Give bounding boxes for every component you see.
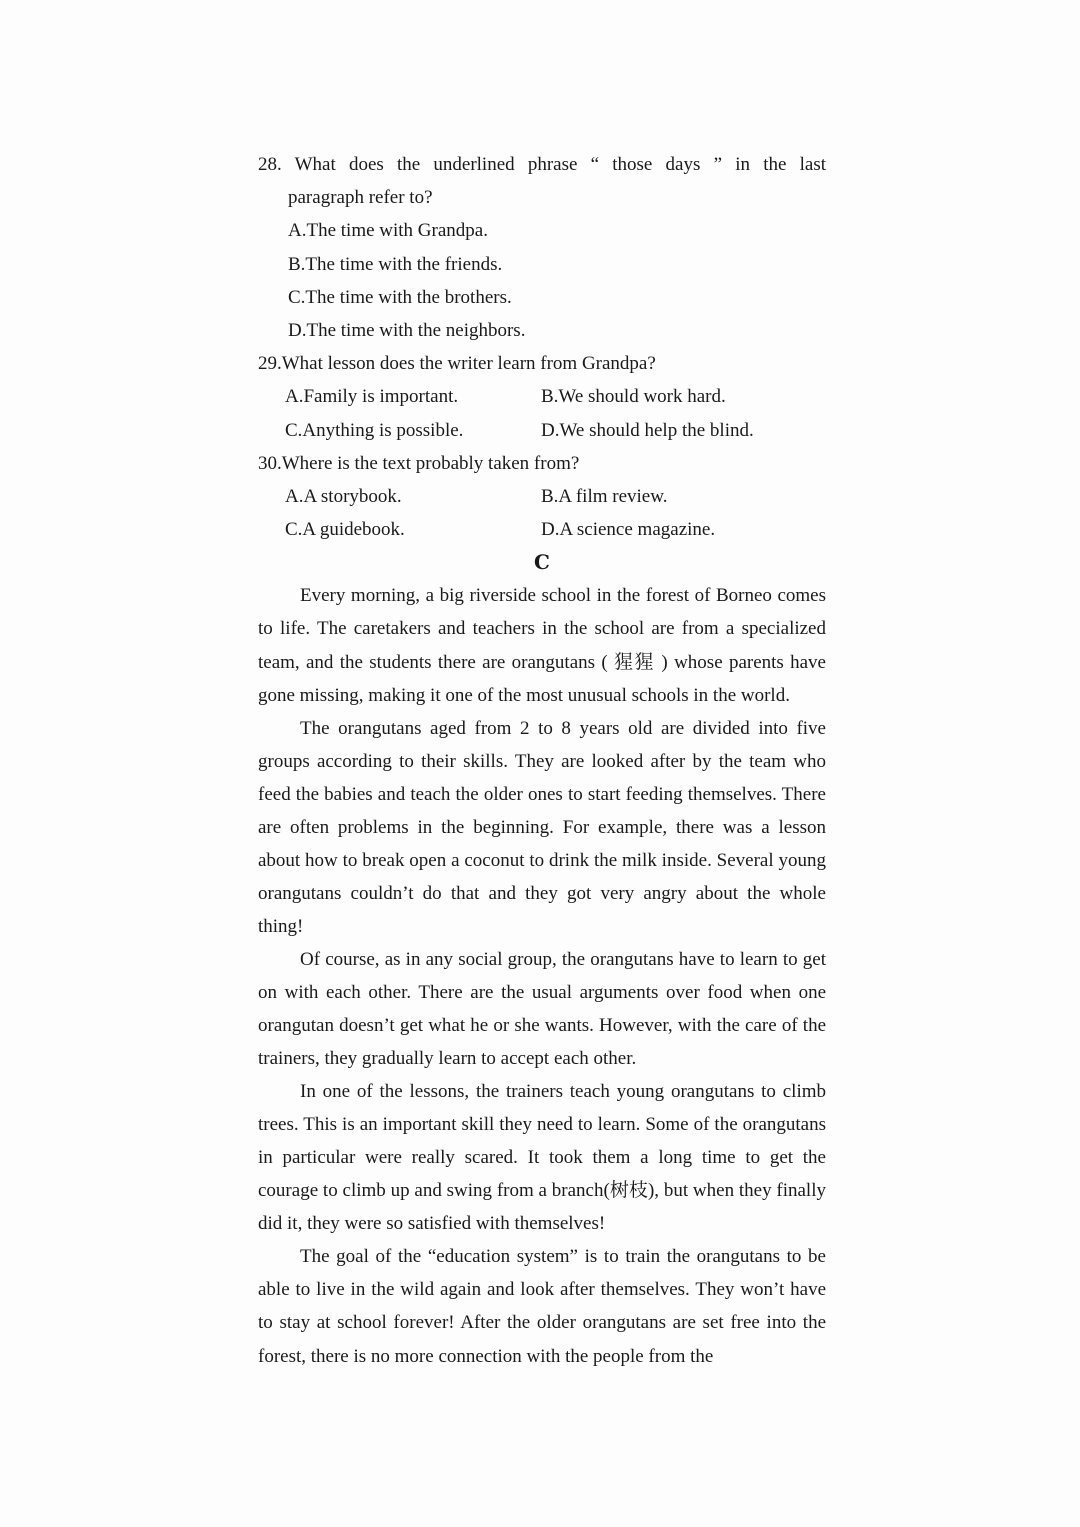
passage-paragraph-1: Every morning, a big riverside school in the forest of Borneo comes to life. The caretakers and teachers in the school are from a specialized team, and the students there are orangutans ( 猩猩 ) whose parents have gone missing, making it one of the most unusual schools in the world. — [258, 585, 826, 706]
question-29-option-c: C.Anything is possible. — [285, 419, 464, 441]
reading-passage — [258, 579, 826, 1372]
passage-paragraph-2: The orangutans aged from 2 to 8 years old are divided into five groups according to their skills. They are looked after by the team who feed the babies and teach the older ones to start feeding themselves. There are often problems in the beginning. For example, there was a lesson about how to break open a coconut to drink the milk inside. Several young orangutans couldn’t do that and they got very angry about the whole thing! — [258, 717, 826, 937]
passage-paragraph-5: The goal of the “education system” is to train the orangutans to be able to live in the wild again and look after themselves. They won’t have to stay at school forever! After the older orangutans are set free into the forest, there is no more connection with the people from the — [258, 1246, 826, 1367]
question-28-option-c: C.The time with the brothers. — [288, 286, 512, 308]
question-28-option-b: B.The time with the friends. — [288, 253, 503, 275]
passage-paragraph-3: Of course, as in any social group, the orangutans have to learn to get on with each other. There are the usual arguments over food when one orangutan doesn’t get what he or she wants. However, with the care of the trainers, they gradually learn to accept each other. — [258, 948, 826, 1070]
passage-paragraph-4: In one of the lessons, the trainers teach young orangutans to climb trees. This is an important skill they need to learn. Some of the orangutans in particular were really scared. It took them a long time to get the courage to climb up and swing from a branch(树枝), but when they finally did it, they were so satisfied with themselves! — [258, 1081, 826, 1235]
question-29-stem: 29.What lesson does the writer learn from Grandpa? — [258, 353, 656, 375]
question-28-stem-line-1: 28. What does the underlined phrase “ those days ” in the last — [258, 154, 826, 175]
question-30-option-d: D.A science magazine. — [541, 519, 716, 541]
question-30-options-row-2 — [258, 513, 826, 546]
question-29-option-d: D.We should help the blind. — [541, 419, 754, 441]
question-30-options-row-1 — [258, 480, 826, 513]
question-29-options-row-1 — [258, 380, 826, 413]
question-28-option-a: A.The time with Grandpa. — [288, 220, 488, 242]
question-29-options-row-2 — [258, 414, 826, 447]
question-29-option-b: B.We should work hard. — [541, 386, 726, 408]
question-29-option-a: A.Family is important. — [285, 386, 459, 408]
question-30-option-b: B.A film review. — [541, 485, 668, 507]
question-30 — [258, 447, 826, 547]
question-28 — [258, 148, 826, 347]
question-28-stem-line-2: paragraph refer to? — [288, 187, 433, 209]
question-30-option-a: A.A storybook. — [285, 485, 402, 507]
question-29 — [258, 347, 826, 447]
section-heading: C — [534, 550, 550, 575]
page-content — [258, 148, 826, 1373]
question-28-option-d: D.The time with the neighbors. — [288, 319, 526, 341]
question-30-option-c: C.A guidebook. — [285, 519, 405, 541]
question-30-stem: 30.Where is the text probably taken from? — [258, 452, 580, 474]
